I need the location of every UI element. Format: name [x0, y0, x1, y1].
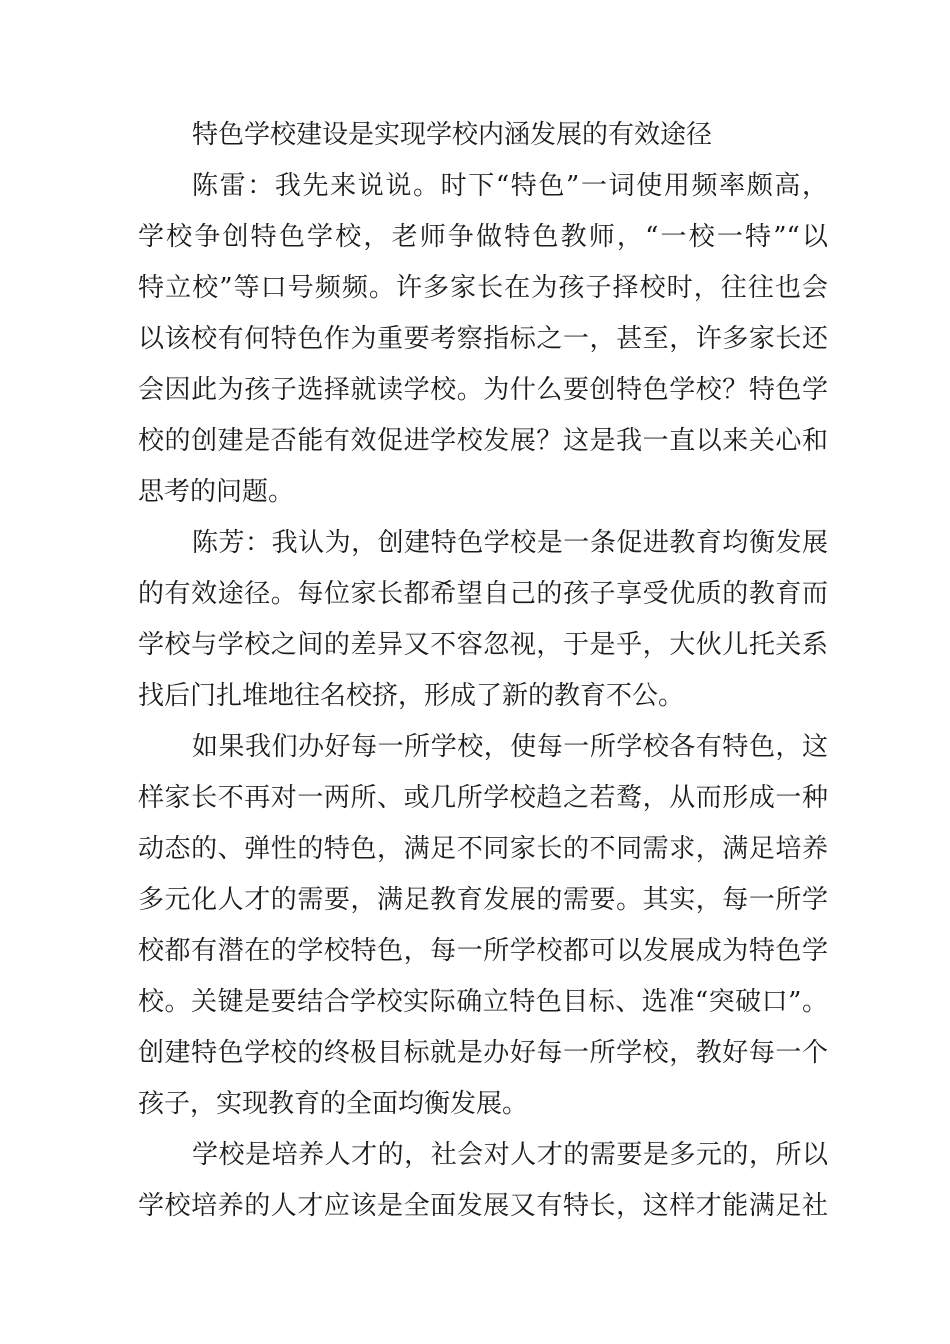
text-line: 陈芳：我认为，创建特色学校是一条促进教育均衡发展 [192, 528, 828, 558]
document-title: 特色学校建设是实现学校内涵发展的有效途径 [192, 120, 713, 150]
text-line: 创建特色学校的终极目标就是办好每一所学校，教好每一个 [138, 1038, 828, 1068]
text-line: 校的创建是否能有效促进学校发展？这是我一直以来关心和 [138, 426, 828, 456]
text-line: 找后门扎堆地往名校挤，形成了新的教育不公。 [138, 681, 685, 711]
text-line: 思考的问题。 [138, 477, 295, 507]
document-body [138, 110, 828, 1232]
text-line: 多元化人才的需要，满足教育发展的需要。其实，每一所学 [138, 885, 828, 915]
text-line: 学校与学校之间的差异又不容忽视，于是乎，大伙儿托关系 [138, 630, 828, 660]
text-line: 学校培养的人才应该是全面发展又有特长，这样才能满足社 [138, 1191, 828, 1221]
text-line: 陈雷：我先来说说。时下“特色”一词使用频率颇高， [192, 171, 828, 201]
text-line: 特立校”等口号频频。许多家长在为孩子择校时，往往也会 [138, 273, 828, 303]
text-line: 校都有潜在的学校特色，每一所学校都可以发展成为特色学 [138, 936, 828, 966]
text-line: 以该校有何特色作为重要考察指标之一，甚至，许多家长还 [138, 324, 828, 354]
text-line: 学校争创特色学校，老师争做特色教师，“一校一特”“以 [138, 222, 828, 252]
text-line: 的有效途径。每位家长都希望自己的孩子享受优质的教育而 [138, 579, 828, 609]
text-line: 样家长不再对一两所、或几所学校趋之若鹜，从而形成一种 [138, 783, 828, 813]
text-line: 学校是培养人才的，社会对人才的需要是多元的，所以 [192, 1140, 828, 1170]
text-line: 动态的、弹性的特色，满足不同家长的不同需求，满足培养 [138, 834, 828, 864]
text-line: 如果我们办好每一所学校，使每一所学校各有特色，这 [192, 732, 828, 762]
text-line: 孩子，实现教育的全面均衡发展。 [138, 1089, 529, 1119]
text-line: 会因此为孩子选择就读学校。为什么要创特色学校？特色学 [138, 375, 828, 405]
text-line: 校。关键是要结合学校实际确立特色目标、选准“突破口”。 [138, 987, 828, 1017]
